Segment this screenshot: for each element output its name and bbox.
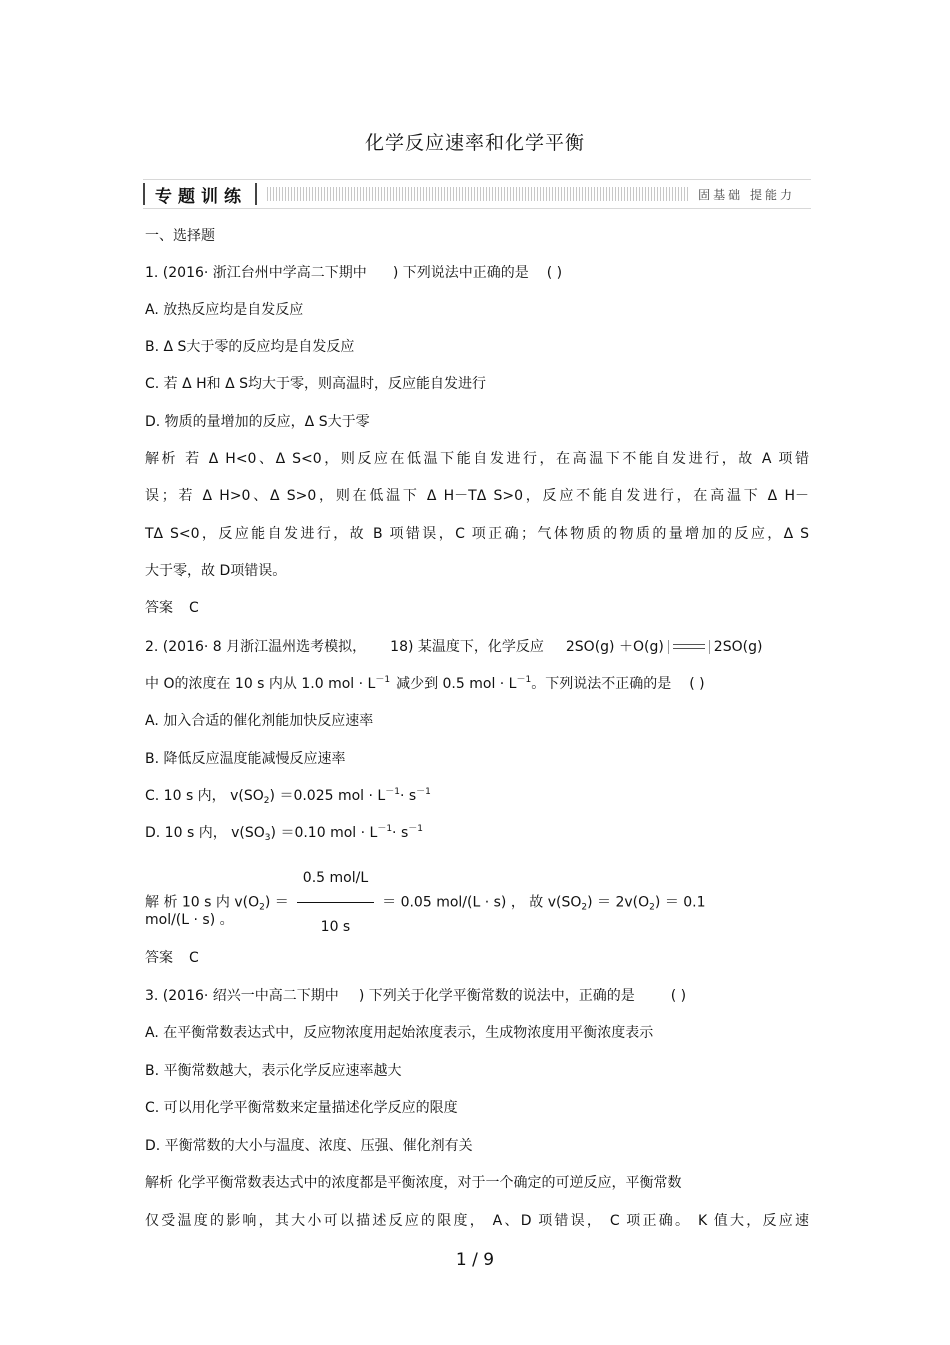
- q2-option-c-exp1: －1: [385, 787, 400, 797]
- q1-explanation-line-3: TΔ S<0，反应能自发进行，故 B 项错误，C 项正确；气体物质的物质的量增加的反应，Δ S: [145, 526, 809, 542]
- q1-option-c: C. 若 Δ H和 Δ S均大于零，则高温时，反应能自发进行: [145, 376, 487, 392]
- q3-stem-text: ) 下列关于化学平衡常数的说法中，正确的是: [358, 988, 635, 1004]
- equilibrium-arrow-icon: [668, 640, 710, 654]
- q2-option-d-part3: · s: [392, 825, 409, 841]
- q2-exp-sub1: 2: [259, 902, 265, 913]
- q2-exp-sub3: 2: [649, 902, 655, 913]
- q2-option-b: B. 降低反应温度能减慢反应速率: [145, 751, 346, 767]
- document-title: 化学反应速率和化学平衡: [364, 132, 585, 154]
- q2-stem-source: 2. (2016· 8 月浙江温州选考模拟，: [145, 639, 367, 655]
- q2-fraction-denominator: 10 s: [320, 919, 351, 935]
- q1-stem: [145, 263, 562, 283]
- q2-explanation-line-2: mol/(L · s) 。: [145, 912, 234, 928]
- q2-option-d: [145, 823, 423, 843]
- q1-explanation-line-2: 误；若 Δ H>0、Δ S>0，则在低温下 Δ H－TΔ S>0，反应不能自发进行，在高温下 Δ H－: [145, 488, 809, 504]
- q2-exp-part1: 解 析 10 s 内 v(O: [145, 894, 260, 911]
- q2-exp-part5: ) ＝ 0.1: [654, 894, 706, 911]
- q2-fraction-numerator: 0.5 mol/L: [297, 856, 374, 903]
- q1-option-d: D. 物质的量增加的反应，Δ S大于零: [145, 414, 370, 430]
- q1-answer-value: C: [189, 600, 199, 616]
- q2-line2-part3: 。下列说法不正确的是: [531, 676, 672, 692]
- q2-stem: [145, 637, 762, 657]
- q2-option-c-exp2: －1: [416, 787, 431, 797]
- q3-stem-source: 3. (2016· 绍兴一中高二下期中: [145, 988, 339, 1004]
- q2-answer-value: C: [189, 950, 199, 966]
- q3-option-d: D. 平衡常数的大小与温度、浓度、压强、催化剂有关: [145, 1138, 473, 1154]
- q2-option-c-sub: 2: [263, 796, 270, 806]
- q2-stem-line-2: [145, 674, 705, 694]
- q2-option-d-part1: D. 10 s 内， v(SO: [145, 825, 265, 841]
- q1-stem-text: ) 下列说法中正确的是: [392, 265, 529, 281]
- q2-option-d-part2: ) ＝0.10 mol · L: [270, 825, 378, 841]
- q2-exp-sub2: 2: [581, 902, 588, 913]
- q1-stem-source: 1. (2016· 浙江台州中学高二下期中: [145, 265, 367, 281]
- section-banner: [143, 179, 811, 209]
- q1-explanation-line-1: 解析 若 Δ H<0、Δ S<0，则反应在低温下能自发进行，在高温下不能自发进行，故 A 项错: [145, 451, 809, 467]
- q2-option-d-exp2: －1: [408, 824, 423, 834]
- q3-option-b: B. 平衡常数越大，表示化学反应速率越大: [145, 1063, 402, 1079]
- q2-option-c-part1: C. 10 s 内， v(SO: [145, 788, 264, 804]
- q3-option-a: A. 在平衡常数表达式中，反应物浓度用起始浓度表示，生成物浓度用平衡浓度表示: [145, 1025, 654, 1041]
- banner-slogan: 固基础 提能力: [698, 187, 795, 202]
- q1-answer-label: 答案: [145, 600, 173, 616]
- section-heading: 一、选择题: [145, 228, 215, 244]
- q2-exp-part3: ＝ 0.05 mol/(L · s) ， 故 v(SO: [382, 894, 582, 911]
- q1-explanation-line-4: 大于零，故 D项错误。: [145, 563, 287, 579]
- page-number: 1 / 9: [455, 1250, 495, 1270]
- q3-bracket: ( ): [670, 988, 687, 1004]
- q2-equation-left: 2SO(g) ＋O(g): [565, 639, 664, 655]
- q1-bracket: ( ): [546, 265, 563, 281]
- q2-option-c: [145, 786, 431, 806]
- q2-exp-part4: ) ＝ 2v(O: [587, 894, 650, 911]
- banner-right-bar: [255, 183, 257, 205]
- banner-pattern: [267, 187, 688, 201]
- q2-option-d-sub: 3: [264, 833, 271, 843]
- q1-answer: [145, 598, 199, 618]
- q2-exp-part2: ) ＝: [264, 894, 289, 911]
- q2-equation-right: 2SO(g): [713, 639, 763, 655]
- q3-explanation-line-2: 仅受温度的影响，其大小可以描述反应的限度， A、D 项错误， C 项正确。 K 值大，反应速: [145, 1213, 809, 1229]
- q2-option-c-part2: ) ＝0.025 mol · L: [269, 788, 386, 804]
- q2-answer: [145, 948, 199, 968]
- banner-left-bar: [143, 183, 145, 205]
- q2-bracket: ( ): [689, 676, 705, 692]
- q3-explanation-line-1: 解析 化学平衡常数表达式中的浓度都是平衡浓度，对于一个确定的可逆反应，平衡常数: [145, 1175, 682, 1191]
- q2-explanation-line-1: [145, 856, 706, 949]
- q1-option-b: B. Δ S大于零的反应均是自发反应: [145, 339, 355, 355]
- q1-option-a: A. 放热反应均是自发反应: [145, 302, 304, 318]
- q2-line2-part2: 减少到 0.5 mol · L: [396, 676, 517, 692]
- q2-stem-text: 18) 某温度下，化学反应: [390, 639, 544, 655]
- banner-name: 专题训练: [155, 186, 247, 207]
- q2-line2-exp2: －1: [516, 675, 532, 685]
- q2-fraction: [297, 856, 374, 949]
- q3-stem: [145, 986, 686, 1006]
- q2-option-a: A. 加入合适的催化剂能加快反应速率: [145, 713, 374, 729]
- q2-line2-exp1: －1: [375, 675, 391, 685]
- q2-option-c-part3: · s: [399, 788, 417, 804]
- q2-option-d-exp1: －1: [377, 824, 393, 834]
- q2-answer-label: 答案: [145, 950, 173, 966]
- q2-line2-part1: 中 O的浓度在 10 s 内从 1.0 mol · L: [145, 676, 376, 692]
- q3-option-c: C. 可以用化学平衡常数来定量描述化学反应的限度: [145, 1100, 458, 1116]
